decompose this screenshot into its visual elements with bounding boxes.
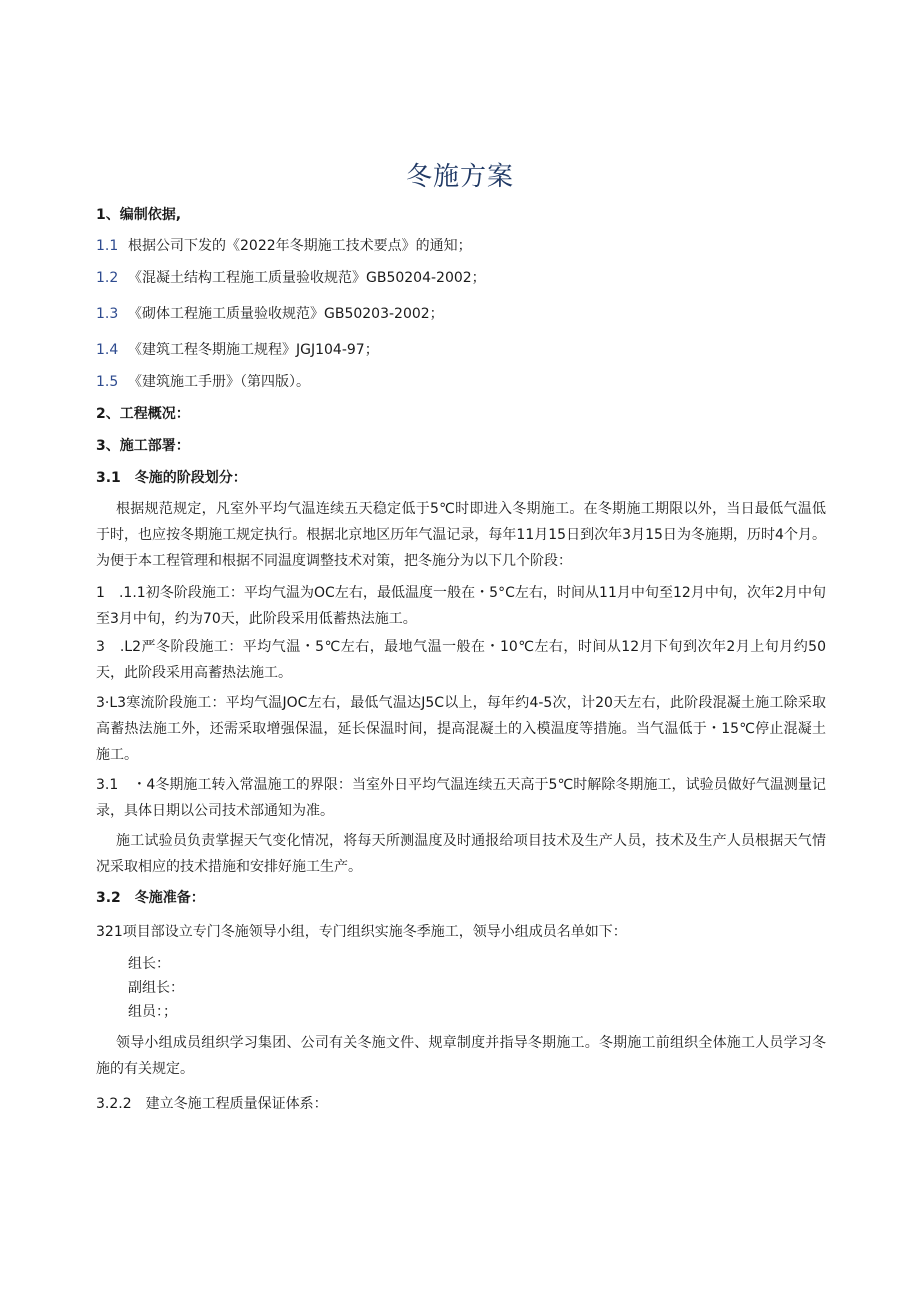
section-3-2-2-heading: 3.2.2 建立冬施工程质量保证体系： — [96, 1096, 328, 1112]
ref-item-1 — [96, 236, 472, 256]
ref-item-3 — [96, 304, 444, 324]
section-3-1-heading: 3.1 冬施的阶段划分： — [96, 470, 247, 486]
ref-item-2 — [96, 268, 486, 288]
section-1-heading: 1、编制依据, — [96, 207, 182, 223]
section-2-heading: 2、工程概况： — [96, 406, 190, 422]
member-deputy: 副组长： — [128, 980, 184, 996]
member-leader: 组长： — [128, 956, 170, 972]
paragraph-early-winter: 1 .1.1初冬阶段施工：平均气温为OC左右，最低温度一般在・5°C左右，时间从11月中旬至12月中旬，次年2月中旬至3月中旬，约为70天，此阶段采用低蓄热法施工。 — [96, 585, 826, 627]
ref-text: 根据公司下发的《2022年冬期施工技术要点》的通知； — [128, 238, 472, 254]
page-title: 冬施方案 — [405, 162, 514, 192]
ref-number: 1.2 — [96, 270, 119, 286]
paragraph-stages-intro: 根据规范规定，凡室外平均气温连续五天稳定低于5℃时即进入冬期施工。在冬期施工期限以外，当日最低气温低于时，也应按冬期施工规定执行。根据北京地区历年气温记录，每年11月15日到次年3月15日为冬施期，历时4个月。为便于本工程管理和根据不同温度调整技术对策，把冬施分为以下几个阶段： — [96, 501, 826, 569]
section-3-2-heading: 3.2 冬施准备： — [96, 890, 205, 906]
paragraph-cold-wave: 3·L3寒流阶段施工：平均气温JOC左右，最低气温达J5C以上，每年约4-5次，计20天左右，此阶段混凝土施工除采取高蓄热法施工外，还需采取增强保温，延长保温时间，提高混凝土的入模温度等措施。当气温低于・15℃停止混凝土施工。 — [96, 695, 826, 763]
paragraph-severe-winter: 3 .L2严冬阶段施工：平均气温・5℃左右，最地气温一般在・10℃左右，时间从12月下旬到次年2月上旬月约50天，此阶段采用高蓄热法施工。 — [96, 639, 826, 681]
ref-item-4 — [96, 340, 379, 360]
ref-number: 1.3 — [96, 306, 119, 322]
member-staff: 组员：； — [128, 1004, 177, 1020]
ref-item-5 — [96, 372, 310, 392]
ref-number: 1.5 — [96, 374, 119, 390]
ref-text: 《砌体工程施工质量验收规范》GB50203-2002； — [128, 306, 444, 322]
ref-text: 《混凝土结构工程施工质量验收规范》GB50204-2002； — [128, 270, 486, 286]
ref-text: 《建筑工程冬期施工规程》JGJ104-97； — [128, 342, 379, 358]
paragraph-weather-monitoring: 施工试验员负责掌握天气变化情况，将每天所测温度及时通报给项目技术及生产人员，技术及生产人员根据天气情况采取相应的技术措施和安排好施工生产。 — [96, 833, 826, 875]
ref-text: 《建筑施工手册》（第四版）。 — [128, 374, 310, 390]
paragraph-study: 领导小组成员组织学习集团、公司有关冬施文件、规章制度并指导冬期施工。冬期施工前组织全体施工人员学习冬施的有关规定。 — [96, 1035, 826, 1077]
ref-number: 1.4 — [96, 342, 119, 358]
paragraph-leading-group: 321项目部设立专门冬施领导小组，专门组织实施冬季施工，领导小组成员名单如下： — [96, 924, 627, 940]
paragraph-transition: 3.1 ・4冬期施工转入常温施工的界限：当室外日平均气温连续五天高于5℃时解除冬期施工，试验员做好气温测量记录，具体日期以公司技术部通知为准。 — [96, 777, 826, 819]
section-3-heading: 3、施工部署： — [96, 438, 190, 454]
ref-number: 1.1 — [96, 238, 119, 254]
